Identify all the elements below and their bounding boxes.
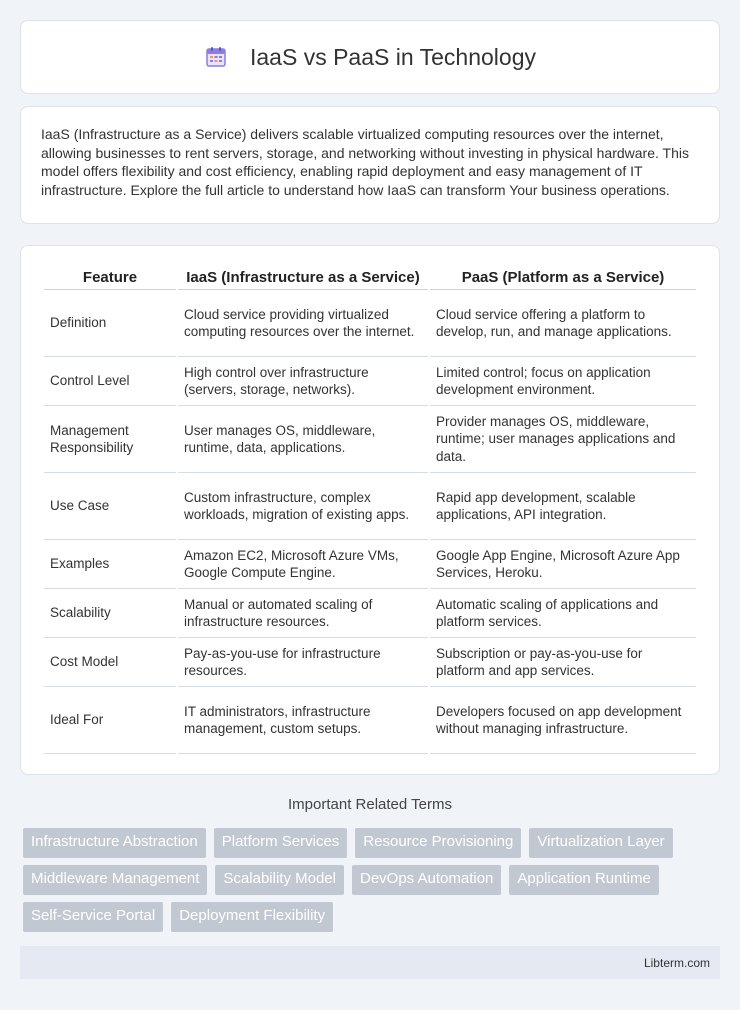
- related-terms-list: [23, 828, 723, 932]
- related-term-tag[interactable]: Application Runtime: [509, 865, 658, 895]
- table-cell-iaas: Custom infrastructure, complex workloads, migration of existing apps.: [178, 473, 428, 540]
- related-term-tag[interactable]: Virtualization Layer: [529, 828, 672, 858]
- table-row: [44, 473, 696, 540]
- table-cell-iaas: Cloud service providing virtualized computing resources over the internet.: [178, 290, 428, 357]
- footer: [20, 946, 720, 979]
- calendar-icon: [204, 45, 228, 69]
- table-cell-iaas: Pay-as-you-use for infrastructure resources.: [178, 638, 428, 687]
- table-cell-feature: Management Responsibility: [44, 406, 176, 473]
- table-row: [44, 687, 696, 754]
- header-iaas: IaaS (Infrastructure as a Service): [178, 264, 428, 290]
- table-cell-iaas: User manages OS, middleware, runtime, data, applications.: [178, 406, 428, 473]
- table-row: [44, 406, 696, 473]
- intro-text: IaaS (Infrastructure as a Service) delivers scalable virtualized computing resources over the internet, allowing businesses to rent servers, storage, and networking without investing in physical hardware. This model offers flexibility and cost efficiency, enabling rapid deployment and easy management of IT infrastructure. Explore the full article to understand how IaaS can transform Your business operations.: [41, 126, 689, 198]
- table-row: [44, 357, 696, 406]
- table-cell-iaas: IT administrators, infrastructure management, custom setups.: [178, 687, 428, 754]
- footer-site-link[interactable]: Libterm.com: [643, 956, 710, 970]
- table-cell-feature: Definition: [44, 290, 176, 357]
- intro-card: [20, 106, 720, 224]
- page-title: IaaS vs PaaS in Technology: [250, 43, 536, 70]
- table-cell-iaas: High control over infrastructure (servers, storage, networks).: [178, 357, 428, 406]
- related-term-tag[interactable]: Scalability Model: [215, 865, 344, 895]
- table-cell-paas: Rapid app development, scalable applications, API integration.: [430, 473, 696, 540]
- table-row: [44, 290, 696, 357]
- table-cell-paas: Provider manages OS, middleware, runtime; user manages applications and data.: [430, 406, 696, 473]
- related-term-tag[interactable]: Infrastructure Abstraction: [23, 828, 206, 858]
- table-cell-paas: Cloud service offering a platform to develop, run, and manage applications.: [430, 290, 696, 357]
- table-cell-iaas: Manual or automated scaling of infrastructure resources.: [178, 589, 428, 638]
- related-term-tag[interactable]: DevOps Automation: [352, 865, 501, 895]
- related-term-tag[interactable]: Deployment Flexibility: [171, 902, 333, 932]
- table-row: [44, 589, 696, 638]
- table-cell-paas: Google App Engine, Microsoft Azure App Services, Heroku.: [430, 540, 696, 589]
- related-term-tag[interactable]: Middleware Management: [23, 865, 207, 895]
- table-row: [44, 638, 696, 687]
- table-cell-feature: Ideal For: [44, 687, 176, 754]
- related-term-tag[interactable]: Resource Provisioning: [355, 828, 521, 858]
- header-feature: Feature: [44, 264, 176, 290]
- table-cell-paas: Automatic scaling of applications and platform services.: [430, 589, 696, 638]
- header-paas: PaaS (Platform as a Service): [430, 264, 696, 290]
- table-row: [44, 540, 696, 589]
- table-cell-paas: Developers focused on app development without managing infrastructure.: [430, 687, 696, 754]
- table-header-row: [44, 264, 696, 290]
- title-card: [20, 20, 720, 94]
- related-term-tag[interactable]: Self-Service Portal: [23, 902, 163, 932]
- table-cell-feature: Scalability: [44, 589, 176, 638]
- comparison-table: [42, 264, 698, 754]
- comparison-table-card: [20, 245, 720, 775]
- table-cell-iaas: Amazon EC2, Microsoft Azure VMs, Google Compute Engine.: [178, 540, 428, 589]
- table-cell-feature: Use Case: [44, 473, 176, 540]
- related-terms-title: Important Related Terms: [288, 796, 452, 813]
- related-term-tag[interactable]: Platform Services: [214, 828, 348, 858]
- table-cell-paas: Subscription or pay-as-you-use for platform and app services.: [430, 638, 696, 687]
- table-cell-feature: Control Level: [44, 357, 176, 406]
- table-cell-paas: Limited control; focus on application development environment.: [430, 357, 696, 406]
- table-cell-feature: Cost Model: [44, 638, 176, 687]
- table-cell-feature: Examples: [44, 540, 176, 589]
